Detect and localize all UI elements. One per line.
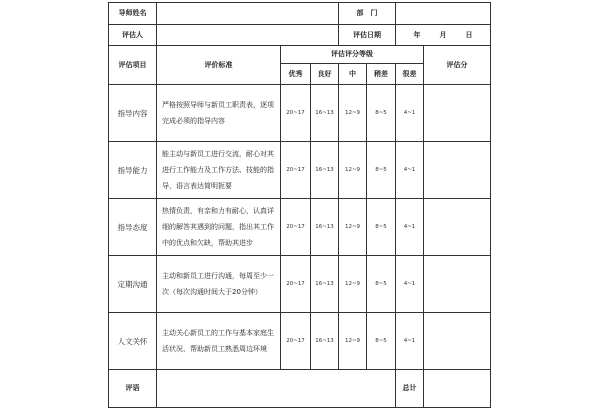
date-year-label: 年 xyxy=(413,30,421,39)
criteria-row xyxy=(109,199,491,256)
criteria-row xyxy=(109,85,491,142)
range-very-poor: 4~1 xyxy=(396,85,424,142)
total-label: 总计 xyxy=(396,370,424,408)
date-month-label: 月 xyxy=(439,30,447,39)
comment-field[interactable] xyxy=(157,370,396,408)
range-average: 12~9 xyxy=(339,313,367,370)
mentor-evaluation-form xyxy=(108,2,491,408)
row-item: 定期沟通 xyxy=(109,256,157,313)
range-poor: 8~5 xyxy=(367,199,396,256)
criteria-row xyxy=(109,142,491,199)
row-criteria: 热情负责，有亲和力有耐心，认真详细的解答其遇到的问题，指出其工作中的优点和欠缺，帮助其进步 xyxy=(157,199,281,256)
range-good: 16~13 xyxy=(311,256,339,313)
mentor-name-field[interactable] xyxy=(157,3,339,25)
range-poor: 8~5 xyxy=(367,313,396,370)
row-item: 人文关怀 xyxy=(109,313,157,370)
range-average: 12~9 xyxy=(339,142,367,199)
eval-date-label: 评估日期 xyxy=(339,25,396,46)
row-criteria: 主动关心新员工的工作与基本家庭生活状况，帮助新员工熟悉周边环境 xyxy=(157,313,281,370)
range-excellent: 20~17 xyxy=(281,199,311,256)
row-item: 指导态度 xyxy=(109,199,157,256)
range-average: 12~9 xyxy=(339,85,367,142)
mentor-name-row xyxy=(109,3,491,25)
criteria-row xyxy=(109,313,491,370)
item-header: 评估项目 xyxy=(109,46,157,85)
evaluator-label: 评估人 xyxy=(109,25,157,46)
range-poor: 8~5 xyxy=(367,256,396,313)
grade-very-poor: 很差 xyxy=(396,64,424,85)
range-very-poor: 4~1 xyxy=(396,142,424,199)
grade-average: 中 xyxy=(339,64,367,85)
row-score[interactable] xyxy=(424,142,491,199)
grade-group-header: 评估评分等级 xyxy=(281,46,424,64)
range-average: 12~9 xyxy=(339,199,367,256)
department-label: 部 门 xyxy=(339,3,396,25)
range-good: 16~13 xyxy=(311,142,339,199)
date-day-label: 日 xyxy=(465,30,473,39)
row-criteria: 能主动与新员工进行交流，耐心对其进行工作能力及工作方法、技能的指导，语言表达简明扼要 xyxy=(157,142,281,199)
grade-poor: 稍差 xyxy=(367,64,396,85)
range-excellent: 20~17 xyxy=(281,142,311,199)
criteria-header: 评价标准 xyxy=(157,46,281,85)
comment-label: 评语 xyxy=(109,370,157,408)
grade-excellent: 优秀 xyxy=(281,64,311,85)
eval-date-field[interactable] xyxy=(396,25,491,46)
row-item: 指导内容 xyxy=(109,85,157,142)
range-very-poor: 4~1 xyxy=(396,313,424,370)
criteria-row xyxy=(109,256,491,313)
mentor-name-label: 导师姓名 xyxy=(109,3,157,25)
range-excellent: 20~17 xyxy=(281,256,311,313)
row-score[interactable] xyxy=(424,199,491,256)
row-score[interactable] xyxy=(424,85,491,142)
range-average: 12~9 xyxy=(339,256,367,313)
row-item: 指导能力 xyxy=(109,142,157,199)
range-excellent: 20~17 xyxy=(281,313,311,370)
grade-good: 良好 xyxy=(311,64,339,85)
range-very-poor: 4~1 xyxy=(396,256,424,313)
evaluator-row xyxy=(109,25,491,46)
range-poor: 8~5 xyxy=(367,85,396,142)
range-good: 16~13 xyxy=(311,199,339,256)
department-field[interactable] xyxy=(396,3,491,25)
comment-row xyxy=(109,370,491,408)
range-good: 16~13 xyxy=(311,85,339,142)
row-score[interactable] xyxy=(424,256,491,313)
evaluator-field[interactable] xyxy=(157,25,339,46)
range-very-poor: 4~1 xyxy=(396,199,424,256)
row-criteria: 严格按照导师与新员工职责表，逐项完成必须的指导内容 xyxy=(157,85,281,142)
row-criteria: 主动和新员工进行沟通，每周至少一次（每次沟通时间大于20分钟） xyxy=(157,256,281,313)
row-score[interactable] xyxy=(424,313,491,370)
total-field[interactable] xyxy=(424,370,491,408)
range-good: 16~13 xyxy=(311,313,339,370)
range-poor: 8~5 xyxy=(367,142,396,199)
range-excellent: 20~17 xyxy=(281,85,311,142)
score-header: 评估分 xyxy=(424,46,491,85)
header-row-1 xyxy=(109,46,491,64)
